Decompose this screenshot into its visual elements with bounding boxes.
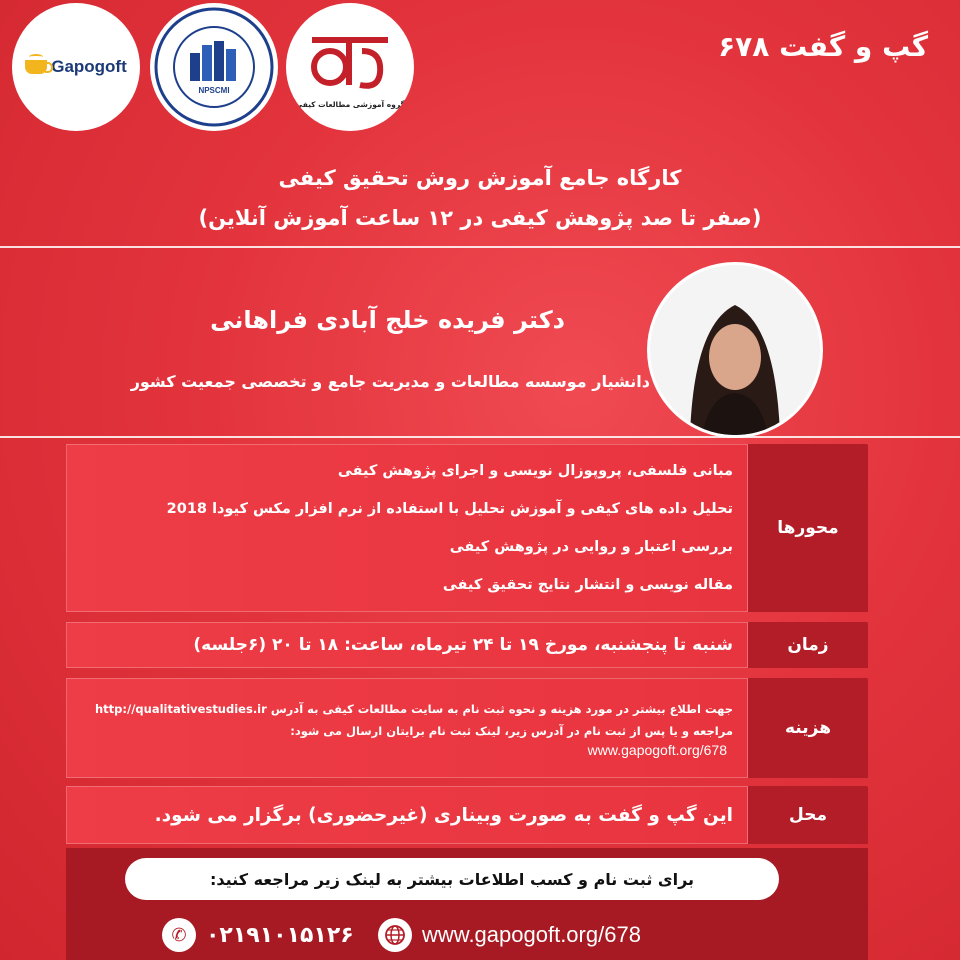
- divider: [0, 436, 960, 438]
- place-content: [66, 786, 748, 844]
- cost-url-link[interactable]: www.gapogoft.org/678: [587, 742, 727, 758]
- workshop-title: [0, 158, 960, 238]
- topics-row: [66, 444, 868, 612]
- cta-banner: برای ثبت نام و کسب اطلاعات بیشتر به لینک زیر مراجعه کنید:: [125, 858, 779, 900]
- svg-text:گروه آموزشی مطالعات کیفی: گروه آموزشی مطالعات کیفی: [295, 100, 405, 109]
- time-row: [66, 622, 868, 668]
- time-label: زمان: [748, 622, 868, 668]
- nipscm-logo: [150, 3, 278, 131]
- cost-label: هزینه: [748, 678, 868, 778]
- time-text: شنبه تا پنجشنبه، مورخ ۱۹ تا ۲۴ تیرماه، ساعت: ۱۸ تا ۲۰ (۶جلسه): [193, 635, 733, 655]
- speaker-name: دکتر فریده خلج آبادی فراهانی: [210, 306, 565, 334]
- qualitative-studies-emblem-icon: [290, 7, 410, 127]
- gapogoft-logo: Gapogoft: [12, 3, 140, 131]
- coffee-cup-icon: [25, 60, 47, 74]
- place-text: این گپ و گفت به صورت وبیناری (غیرحضوری) برگزار می شود.: [154, 804, 733, 826]
- nipscm-emblem-icon: [152, 5, 276, 129]
- speaker-photo: [647, 262, 823, 438]
- topic-item: مبانی فلسفی، پروپوزال نویسی و اجرای پژوهش کیفی: [337, 463, 733, 479]
- place-label: محل: [748, 786, 868, 844]
- phone-contact[interactable]: [162, 918, 354, 952]
- cost-text-line2: مراجعه و یا پس از ثبت نام در آدرس زیر، لینک ثبت نام برایتان ارسال می شود:: [290, 724, 733, 738]
- phone-number: ۰۲۱۹۱۰۱۵۱۲۶: [206, 922, 354, 948]
- divider: [0, 246, 960, 248]
- topic-item: مقاله نویسی و انتشار نتایج تحقیق کیفی: [442, 577, 733, 593]
- cost-text-line1: جهت اطلاع بیشتر در مورد هزینه و نحوه ثبت نام به سایت مطالعات کیفی به آدرس http://qualitativestudies.ir: [95, 702, 733, 716]
- website-contact[interactable]: [378, 918, 641, 952]
- globe-icon: [378, 918, 412, 952]
- topic-item: بررسی اعتبار و روایی در پژوهش کیفی: [449, 539, 733, 555]
- topic-item: تحلیل داده های کیفی و آموزش تحلیل با استفاده از نرم افزار مکس کیودا 2018: [166, 501, 733, 517]
- svg-text:NPSCMI: NPSCMI: [198, 86, 230, 95]
- time-content: [66, 622, 748, 668]
- qualitative-studies-logo: [286, 3, 414, 131]
- workshop-title-line2: (صفر تا صد پژوهش کیفی در ۱۲ ساعت آموزش آنلاین): [198, 206, 762, 230]
- topics-label: محورها: [748, 444, 868, 612]
- place-row: [66, 786, 868, 844]
- speaker-portrait-icon: [650, 265, 820, 435]
- phone-icon: ✆: [162, 918, 196, 952]
- website-link: www.gapogoft.org/678: [422, 922, 641, 947]
- topics-content: [66, 444, 748, 612]
- cost-content: [66, 678, 748, 778]
- workshop-title-line1: کارگاه جامع آموزش روش تحقیق کیفی: [278, 166, 682, 190]
- page-title: گپ و گفت ۶۷۸: [718, 30, 928, 63]
- speaker-role: دانشیار موسسه مطالعات و مدیریت جامع و تخصصی جمعیت کشور: [130, 372, 650, 391]
- cost-row: [66, 678, 868, 778]
